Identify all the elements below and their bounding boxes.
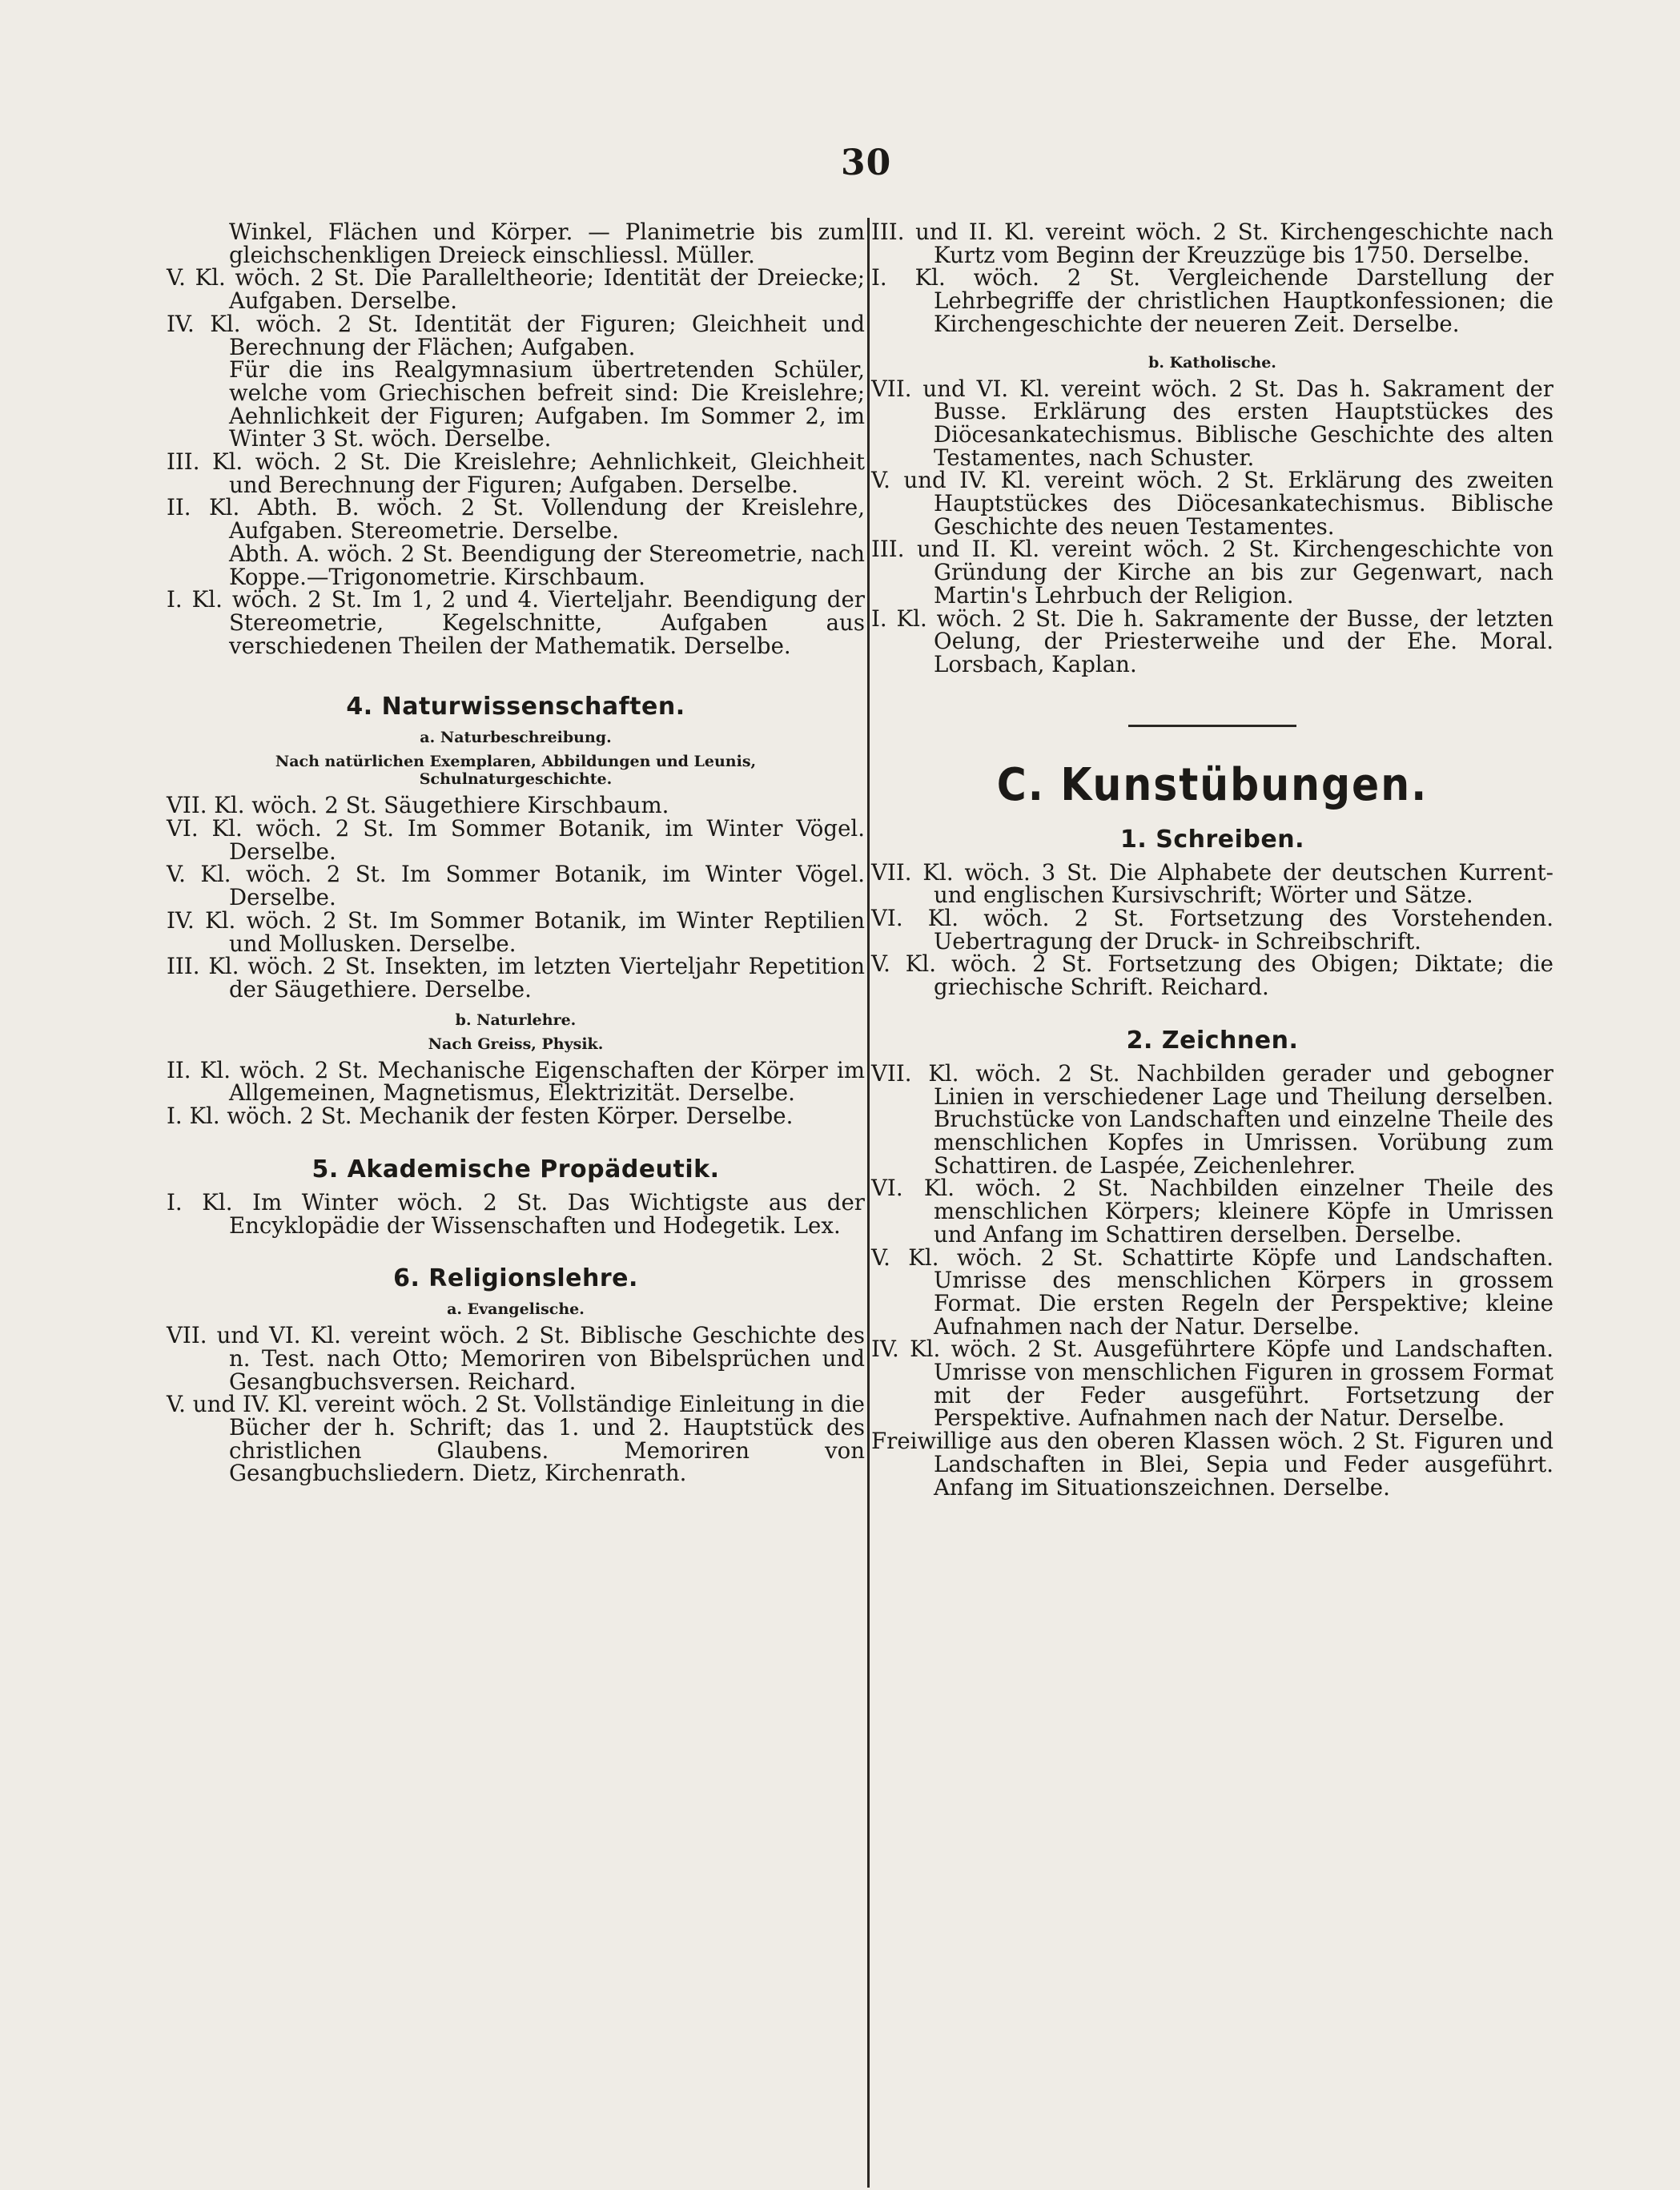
subsection-heading: b. Katholische. — [1148, 353, 1276, 372]
paragraph: II. Kl. Abth. B. wöch. 2 St. Vollendung der Kreislehre, Aufgaben. Stereometrie. Derselbe. — [167, 494, 865, 544]
paragraph: I. Kl. wöch. 2 St. Die h. Sakramente der Busse, der letzten Oelung, der Priesterweihe und der Ehe. Moral. Lorsbach, Kaplan. — [871, 605, 1553, 677]
section-heading: 6. Religionslehre. — [393, 1264, 638, 1293]
paragraph: V. und IV. Kl. vereint wöch. 2 St. Erklärung des zweiten Hauptstückes des Diöcesankatechismus. Biblische Geschichte des neuen Testamentes. — [871, 467, 1553, 540]
section-heading: 1. Schreiben. — [1120, 825, 1304, 854]
subsection-heading: a. Naturbeschreibung. — [420, 729, 612, 747]
paragraph: I. Kl. wöch. 2 St. Im 1, 2 und 4. Vierteljahr. Beendigung der Stereometrie, Kegelschnitte, Aufgaben aus verschiedenen Theilen der Mathematik. Derselbe. — [167, 586, 865, 659]
right-column — [871, 221, 1553, 1499]
paragraph: I. Kl. wöch. 2 St. Mechanik der festen Körper. Derselbe. — [167, 1103, 794, 1130]
paragraph: III. und II. Kl. vereint wöch. 2 St. Kirchengeschichte von Gründung der Kirche an bis zur Gegenwart, nach Martin's Lehrbuch der Religion. — [871, 536, 1553, 609]
paragraph: I. Kl. Im Winter wöch. 2 St. Das Wichtigste aus der Encyklopädie der Wissenschaften und Hodegetik. Lex. — [167, 1188, 865, 1239]
paragraph: V. und IV. Kl. vereint wöch. 2 St. Vollständige Einleitung in die Bücher der h. Schrift; das 1. und 2. Hauptstück des christlichen Glaubens. Memoriren von Gesangbuchsliedern. Dietz, Kirchenrath. — [167, 1391, 865, 1487]
paragraph: III. Kl. wöch. 2 St. Die Kreislehre; Aehnlichkeit, Gleichheit und Berechnung der Figuren; Aufgaben. Derselbe. — [167, 448, 865, 498]
paragraph: III. Kl. wöch. 2 St. Insekten, im letzten Vierteljahr Repetition der Säugethiere. Derselbe. — [167, 953, 865, 1003]
paragraph: III. und II. Kl. vereint wöch. 2 St. Kirchengeschichte nach Kurtz vom Beginn der Kreuzzüge bis 1750. Derselbe. — [871, 219, 1553, 268]
paragraph: IV. Kl. wöch. 2 St. Ausgeführtere Köpfe und Landschaften. Umrisse von menschlichen Figuren in grossem Format mit der Feder ausgeführt. Fortsetzung der Perspektive. Aufnahmen nach der Natur. Derselbe. — [871, 1336, 1553, 1432]
paragraph: Abth. A. wöch. 2 St. Beendigung der Stereometrie, nach Koppe.—Trigonometrie. Kirschbaum. — [229, 540, 865, 590]
part-heading: C. Kunstübungen. — [996, 758, 1429, 811]
section-rule — [1128, 725, 1296, 727]
source-note: Nach Greiss, Physik. — [428, 1035, 604, 1053]
subsection-heading: b. Naturlehre. — [455, 1011, 577, 1029]
paragraph: I. Kl. wöch. 2 St. Vergleichende Darstellung der Lehrbegriffe der christlichen Hauptkonfessionen; die Kirchengeschichte der neueren Zeit. Derselbe. — [871, 264, 1553, 337]
column-divider — [867, 218, 870, 2188]
paragraph: VII. und VI. Kl. vereint wöch. 2 St. Biblische Geschichte des n. Test. nach Otto; Memoriren von Bibelsprüchen und Gesangbuchsversen. Reichard. — [167, 1322, 865, 1395]
paragraph: V. Kl. wöch. 2 St. Die Paralleltheorie; Identität der Dreiecke; Aufgaben. Derselbe. — [167, 264, 865, 315]
source-note: Nach natürlichen Exemplaren, Abbildungen und Leunis, Schulnaturgeschichte. — [275, 753, 757, 789]
paragraph: Für die ins Realgymnasium übertretenden Schüler, welche vom Griechischen befreit sind: Die Kreislehre; Aehnlichkeit der Figuren; Aufgaben. Im Sommer 2, im Winter 3 St. wöch. Derselbe. — [229, 356, 865, 452]
section-heading: 2. Zeichnen. — [1126, 1026, 1299, 1055]
paragraph: V. Kl. wöch. 2 St. Fortsetzung des Obigen; Diktate; die griechische Schrift. Reichard. — [871, 950, 1553, 1001]
paragraph: Freiwillige aus den oberen Klassen wöch. 2 St. Figuren und Landschaften in Blei, Sepia und Feder ausgeführt. Anfang im Situationszeichnen. Derselbe. — [871, 1428, 1553, 1501]
paragraph: IV. Kl. wöch. 2 St. Im Sommer Botanik, im Winter Reptilien und Mollusken. Derselbe. — [167, 906, 865, 957]
left-column — [167, 221, 865, 1485]
paragraph: VII. Kl. wöch. 2 St. Nachbilden gerader und gebogner Linien in verschiedener Lage und Theilung derselben. Bruchstücke von Landschaften und einzelne Theile des menschlichen Kopfes in Umrissen. Vorübung zum Schattiren. de Laspée, Zeichenlehrer. — [871, 1059, 1553, 1179]
paragraph: VII. Kl. wöch. 2 St. Säugethiere Kirschbaum. — [167, 792, 669, 819]
paragraph: Winkel, Flächen und Körper. — Planimetrie bis zum gleichschenkligen Dreieck einschliessl. Müller. — [229, 219, 865, 268]
paragraph: V. Kl. wöch. 2 St. Schattirte Köpfe und Landschaften. Umrisse des menschlichen Körpers in grossem Format. Die ersten Regeln der Perspektive; kleine Aufnahmen nach der Natur. Derselbe. — [871, 1244, 1553, 1340]
paragraph: VI. Kl. wöch. 2 St. Fortsetzung des Vorstehenden. Uebertragung der Druck- in Schreibschrift. — [871, 905, 1553, 954]
paragraph: VI. Kl. wöch. 2 St. Nachbilden einzelner Theile des menschlichen Körpers; kleinere Köpfe in Umrissen und Anfang im Schattiren derselben. Derselbe. — [871, 1175, 1553, 1248]
paragraph: VII. und VI. Kl. vereint wöch. 2 St. Das h. Sakrament der Busse. Erklärung des ersten Hauptstückes des Diöcesankatechismus. Biblische Geschichte des alten Testamentes, nach Schuster. — [871, 375, 1553, 471]
paragraph: VI. Kl. wöch. 2 St. Im Sommer Botanik, im Winter Vögel. Derselbe. — [167, 815, 865, 865]
paragraph: V. Kl. wöch. 2 St. Im Sommer Botanik, im Winter Vögel. Derselbe. — [167, 861, 865, 911]
paragraph: IV. Kl. wöch. 2 St. Identität der Figuren; Gleichheit und Berechnung der Flächen; Aufgaben. — [167, 310, 865, 360]
page-number: 30 — [841, 143, 892, 183]
paragraph: II. Kl. wöch. 2 St. Mechanische Eigenschaften der Körper im Allgemeinen, Magnetismus, Elektrizität. Derselbe. — [167, 1056, 865, 1107]
section-heading: 4. Naturwissenschaften. — [346, 693, 685, 721]
subsection-heading: a. Evangelische. — [447, 1300, 585, 1319]
paragraph: VII. Kl. wöch. 3 St. Die Alphabete der deutschen Kurrent- und englischen Kursivschrift; Wörter und Sätze. — [871, 858, 1553, 909]
section-heading: 5. Akademische Propädeutik. — [311, 1155, 720, 1183]
